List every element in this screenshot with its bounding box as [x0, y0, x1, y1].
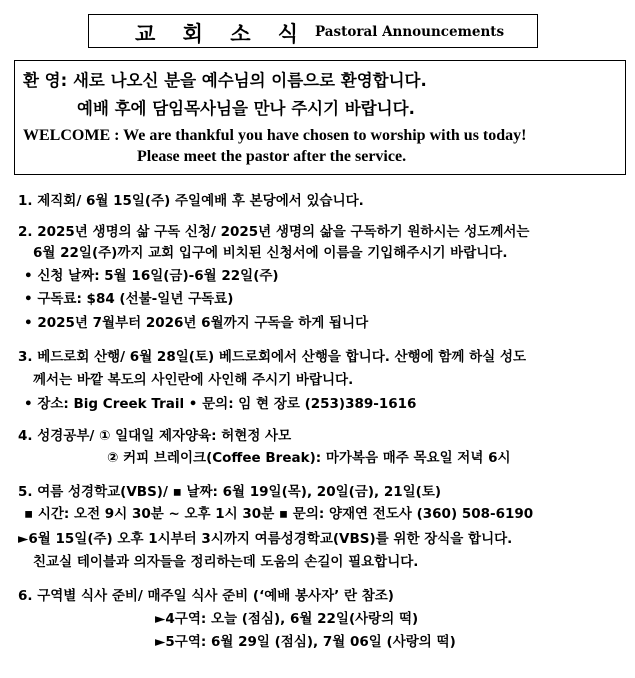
announcement-5-line3: ►6월 15일(주) 오후 1시부터 3시까지 여름성경학교(VBS)를 위한 장식을 합니다.	[18, 531, 513, 547]
page-title-korean: 교 회 소 식	[135, 22, 309, 46]
announcement-2-bullet2: • 구독료: $84 (선불-일년 구독료)	[24, 291, 234, 307]
welcome-english-line2: Please meet the pastor after the service.	[137, 148, 407, 165]
welcome-english-line1: WELCOME : We are thankful you have chosen to worship with us today!	[23, 127, 527, 144]
announcement-6-line3: ►5구역: 6월 29일 (점심), 7월 06일 (사랑의 떡)	[155, 634, 456, 650]
announcement-6-line2: ►4구역: 오늘 (점심), 6월 22일(사랑의 떡)	[155, 611, 419, 627]
announcement-2-bullet3: • 2025년 7월부터 2026년 6월까지 구독을 하게 됩니다	[24, 315, 369, 331]
announcement-2-line2: 6월 22일(주)까지 교회 입구에 비치된 신청서에 이름을 기입해주시기 바랍니다.	[33, 245, 508, 261]
announcement-1: 1. 제직회/ 6월 15일(주) 주일예배 후 본당에서 있습니다.	[18, 193, 364, 209]
announcement-4-line1: 4. 성경공부/ ① 일대일 제자양육: 허현정 사모	[18, 428, 292, 444]
welcome-korean-line2: 예배 후에 담임목사님을 만나 주시기 바랍니다.	[77, 99, 415, 118]
announcement-2-bullet1: • 신청 날짜: 5월 16일(금)-6월 22일(주)	[24, 268, 279, 284]
title-box	[88, 14, 538, 48]
announcement-5-line1: 5. 여름 성경학교(VBS)/ ▪ 날짜: 6월 19일(목), 20일(금), 21일(토)	[18, 484, 442, 500]
welcome-box	[14, 60, 626, 175]
announcement-3-line2: 께서는 바깥 복도의 사인란에 사인해 주시기 바랍니다.	[33, 372, 354, 388]
announcement-5-line2: ▪ 시간: 오전 9시 30분 ~ 오후 1시 30분 ▪ 문의: 양재연 전도사 (360) 508-6190	[24, 506, 534, 522]
welcome-korean-line1: 환 영: 새로 나오신 분을 예수님의 이름으로 환영합니다.	[23, 71, 427, 90]
announcement-5-line4: 친교실 테이블과 의자들을 정리하는데 도움의 손길이 필요합니다.	[33, 554, 419, 570]
announcement-2-line1: 2. 2025년 생명의 삶 구독 신청/ 2025년 생명의 삶을 구독하기 원하시는 성도께서는	[18, 224, 530, 240]
announcement-3-line1: 3. 베드로회 산행/ 6월 28일(토) 베드로회에서 산행을 합니다. 산행에 함께 하실 성도	[18, 349, 527, 365]
announcement-3-line3: • 장소: Big Creek Trail • 문의: 임 현 장로 (253)389-1616	[24, 396, 417, 412]
announcement-6-line1: 6. 구역별 식사 준비/ 매주일 식사 준비 (‘예배 봉사자’ 란 참조)	[18, 588, 394, 604]
announcement-4-line2: ② 커피 브레이크(Coffee Break): 마가복음 매주 목요일 저녁 6시	[107, 450, 511, 466]
page-title-english: Pastoral Announcements	[315, 24, 505, 40]
